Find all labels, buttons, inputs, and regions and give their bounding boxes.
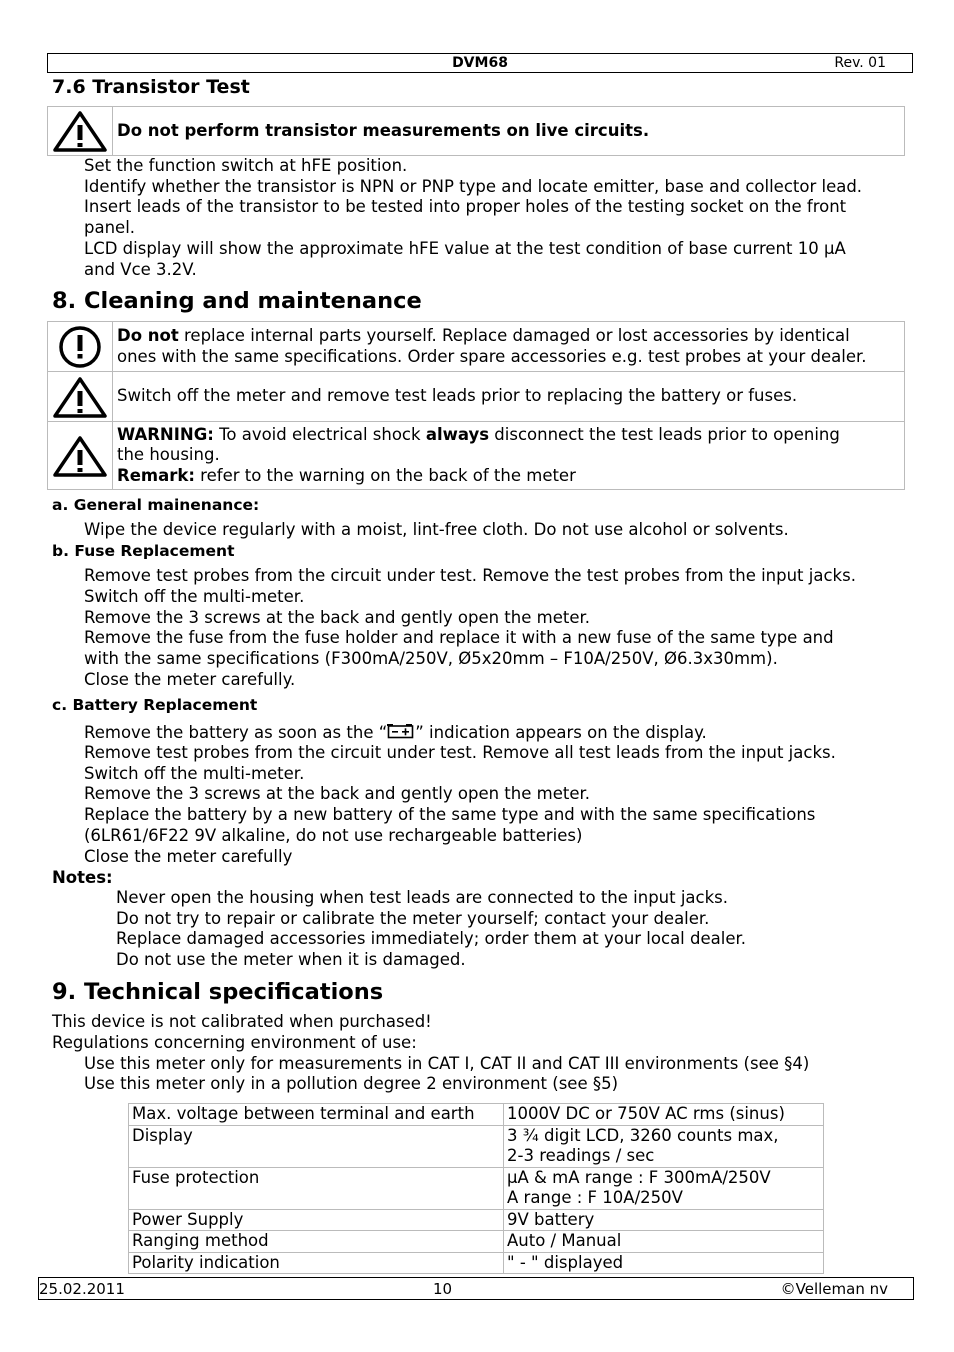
warning-electrical-shock (113, 422, 905, 490)
warning-triangle-icon (48, 422, 113, 490)
spec-row (129, 1209, 824, 1231)
subsection-battery-replacement: c. Battery Replacement (52, 696, 258, 714)
spec-value-line: 1000V DC or 750V AC rms (sinus) (507, 1104, 785, 1123)
regulation-cat: Use this meter only for measurements in CAT I, CAT II and CAT III environments (see §4) (84, 1054, 810, 1073)
body-line: Remove the fuse from the fuse holder and replace it with a new fuse of the same type and (84, 628, 834, 648)
spec-value-line: 2-3 readings / sec (507, 1146, 655, 1165)
warning-text: disconnect the test leads prior to opening (489, 424, 840, 444)
calibration-note: This device is not calibrated when purchased! (52, 1012, 432, 1031)
spec-row (129, 1125, 824, 1167)
body-line: LCD display will show the approximate hFE value at the test condition of base current 10 µA (84, 238, 846, 258)
body-line: Replace the battery by a new battery of the same type and with the same specifications (84, 805, 816, 825)
spec-row (129, 1167, 824, 1209)
spec-row (129, 1252, 824, 1274)
body-line: Close the meter carefully. (84, 670, 296, 689)
page-header (47, 53, 913, 73)
regulation-pollution: Use this meter only in a pollution degree 2 environment (see §5) (84, 1074, 619, 1093)
regulations-title: Regulations concerning environment of use: (52, 1033, 417, 1052)
note-item: Do not use the meter when it is damaged. (116, 950, 466, 970)
document-title: DVM68 (452, 55, 508, 71)
body-line: Identify whether the transistor is NPN or PNP type and locate emitter, base and collector lead. (84, 176, 863, 196)
warning-text: Do not perform transistor measurements on live circuits. (113, 107, 905, 156)
warning-triangle-icon (48, 107, 113, 156)
spec-label: Power Supply (129, 1209, 504, 1231)
revision: Rev. 01 (834, 55, 886, 71)
spec-label: Display (129, 1125, 504, 1167)
spec-value (504, 1167, 824, 1209)
specifications-table (128, 1103, 824, 1274)
spec-label: Polarity indication (129, 1252, 504, 1274)
warning-text: the housing. (117, 445, 220, 465)
warning-do-not-replace (113, 322, 905, 372)
body-line: Switch off the multi-meter. (84, 763, 305, 783)
body-line: Remove test probes from the circuit under test. Remove all test leads from the input jacks. (84, 743, 836, 762)
spec-value-line: 3 ¾ digit LCD, 3260 counts max, (507, 1125, 779, 1145)
spec-value (504, 1231, 824, 1253)
warning-box-transistor (47, 106, 905, 156)
notes-title: Notes: (52, 868, 113, 887)
battery-indication-line (84, 723, 707, 744)
subsection-fuse-replacement: b. Fuse Replacement (52, 542, 235, 560)
spec-value-line: 9V battery (507, 1209, 595, 1229)
general-maintenance-text: Wipe the device regularly with a moist, lint-free cloth. Do not use alcohol or solvents. (84, 520, 789, 539)
warning-triangle-icon (48, 372, 113, 422)
section-8-title: 8. Cleaning and maintenance (52, 288, 422, 314)
note-item: Replace damaged accessories immediately; order them at your local dealer. (116, 929, 746, 949)
spec-row (129, 1104, 824, 1126)
body-line: Insert leads of the transistor to be tested into proper holes of the testing socket on the front (84, 197, 847, 217)
emphasis-remark: Remark: (117, 465, 195, 485)
section-9-title: 9. Technical specifications (52, 979, 384, 1005)
spec-value (504, 1209, 824, 1231)
exclamation-circle-icon (48, 322, 113, 372)
warning-text: To avoid electrical shock (213, 424, 426, 444)
note-item: Never open the housing when test leads are connected to the input jacks. (116, 888, 729, 907)
spec-row (129, 1231, 824, 1253)
body-line: with the same specifications (F300mA/250V, Ø5x20mm – F10A/250V, Ø6.3x30mm). (84, 649, 778, 669)
maintenance-warnings (47, 321, 905, 490)
body-line: Set the function switch at hFE position. (84, 156, 408, 175)
body-line: Switch off the multi-meter. (84, 586, 305, 606)
emphasis-always: always (425, 424, 490, 444)
remark-text: refer to the warning on the back of the meter (194, 465, 576, 485)
body-line: Remove test probes from the circuit under test. Remove the test probes from the input jacks. (84, 566, 856, 585)
body-line: Close the meter carefully (84, 846, 293, 866)
spec-label: Ranging method (129, 1231, 504, 1253)
body-line: and Vce 3.2V. (84, 259, 197, 279)
emphasis-do-not: Do not (117, 325, 179, 345)
spec-value-line: Auto / Manual (507, 1231, 622, 1250)
spec-value-line: µA & mA range : F 300mA/250V (507, 1167, 771, 1187)
spec-label: Max. voltage between terminal and earth (129, 1104, 504, 1126)
warning-text: ones with the same specifications. Order spare accessories e.g. test probes at your dealer. (117, 346, 867, 366)
footer-date: 25.02.2011 (39, 1280, 125, 1298)
page-number: 10 (433, 1280, 453, 1298)
body-line: panel. (84, 218, 136, 238)
page-footer (38, 1277, 914, 1300)
warning-switch-off: Switch off the meter and remove test leads prior to replacing the battery or fuses. (113, 372, 905, 422)
spec-value-line: " - " displayed (507, 1252, 624, 1272)
section-7-6-title: 7.6 Transistor Test (52, 76, 250, 98)
spec-label: Fuse protection (129, 1167, 504, 1209)
body-line: Remove the 3 screws at the back and gently open the meter. (84, 607, 590, 627)
spec-value (504, 1104, 824, 1126)
battery-text: Remove the battery as soon as the “ (84, 723, 388, 742)
footer-copyright: ©Velleman nv (780, 1280, 888, 1298)
battery-text: ” indication appears on the display. (415, 723, 707, 742)
spec-value (504, 1252, 824, 1274)
subsection-general-maintenance: a. General mainenance: (52, 496, 260, 514)
battery-icon (387, 724, 415, 739)
spec-value (504, 1125, 824, 1167)
body-line: (6LR61/6F22 9V alkaline, do not use rechargeable batteries) (84, 825, 583, 845)
warning-text: replace internal parts yourself. Replace damaged or lost accessories by identical (178, 325, 850, 345)
spec-value-line: A range : F 10A/250V (507, 1188, 683, 1207)
emphasis-warning: WARNING: (117, 424, 214, 444)
note-item: Do not try to repair or calibrate the meter yourself; contact your dealer. (116, 908, 710, 928)
body-line: Remove the 3 screws at the back and gently open the meter. (84, 784, 590, 804)
